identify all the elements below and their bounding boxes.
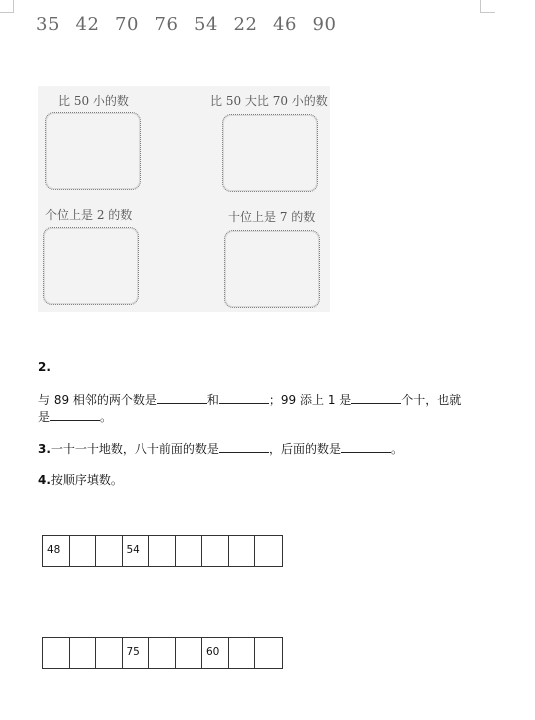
answer-box-tens-digit-7[interactable] [224,230,320,308]
category-label-between-50-70: 比 50 大比 70 小的数 [210,94,328,108]
sequence-cell[interactable] [229,536,256,566]
question-2-text: 是 [38,410,51,424]
category-label-ones-digit-2: 个位上是 2 的数 [45,208,133,222]
answer-box-less-than-50[interactable] [45,112,141,190]
category-label-less-than-50: 比 50 小的数 [58,94,129,108]
question-3 [38,440,403,457]
number-item: 54 [194,14,218,35]
question-2-text: ；99 添上 1 是 [268,393,352,407]
classification-figure [38,86,330,312]
answer-blank[interactable] [50,409,100,421]
question-2-text: 。 [100,410,113,424]
answer-blank[interactable] [341,441,391,453]
sequence-cell[interactable] [70,536,97,566]
number-item: 70 [115,14,139,35]
sequence-cell[interactable] [176,536,203,566]
answer-blank[interactable] [157,392,207,404]
question-4 [38,471,123,488]
sequence-cell[interactable] [176,638,203,668]
question-number-2: 2. [38,360,51,374]
category-label-tens-digit-7: 十位上是 7 的数 [228,210,316,224]
question-2-text: 与 89 相邻的两个数是 [38,393,157,407]
sequence-cell[interactable] [255,536,282,566]
number-item: 22 [233,14,258,35]
question-2-text: 个十，也就 [401,393,462,407]
answer-blank[interactable] [219,441,269,453]
number-sequence-1 [42,535,283,567]
number-item: 76 [154,14,179,35]
sequence-cell[interactable] [149,536,176,566]
number-sequence-2 [42,637,283,669]
question-2-line-2 [38,408,112,425]
sequence-cell[interactable] [70,638,97,668]
question-3-text: ，后面的数是 [268,442,341,456]
sequence-cell[interactable] [255,638,282,668]
answer-blank[interactable] [351,392,401,404]
sequence-cell[interactable]: 54 [123,536,150,566]
question-2-line-1 [38,391,461,408]
question-number-4: 4. [38,473,51,487]
answer-box-between-50-70[interactable] [222,114,318,192]
number-item: 42 [75,14,100,35]
number-item: 35 [36,14,60,35]
sequence-cell[interactable] [229,638,256,668]
sequence-cell[interactable]: 48 [43,536,70,566]
sequence-cell[interactable] [96,536,123,566]
sequence-cell[interactable] [96,638,123,668]
sequence-cell[interactable]: 75 [123,638,150,668]
answer-blank[interactable] [219,392,269,404]
number-item: 90 [312,14,337,35]
number-item: 46 [273,14,297,35]
sequence-cell[interactable] [149,638,176,668]
question-2-text: 和 [206,393,219,407]
question-number-3: 3. [38,442,51,456]
number-list [36,14,352,35]
sequence-cell[interactable] [43,638,70,668]
page-corner-mark-right [480,0,495,13]
question-4-text: 按顺序填数。 [50,473,123,487]
question-3-text: 一十一十地数，八十前面的数是 [50,442,219,456]
question-3-text: 。 [390,442,403,456]
sequence-cell[interactable] [202,536,229,566]
answer-box-ones-digit-2[interactable] [43,227,139,305]
page-corner-mark-left [0,0,14,13]
sequence-cell[interactable]: 60 [202,638,229,668]
